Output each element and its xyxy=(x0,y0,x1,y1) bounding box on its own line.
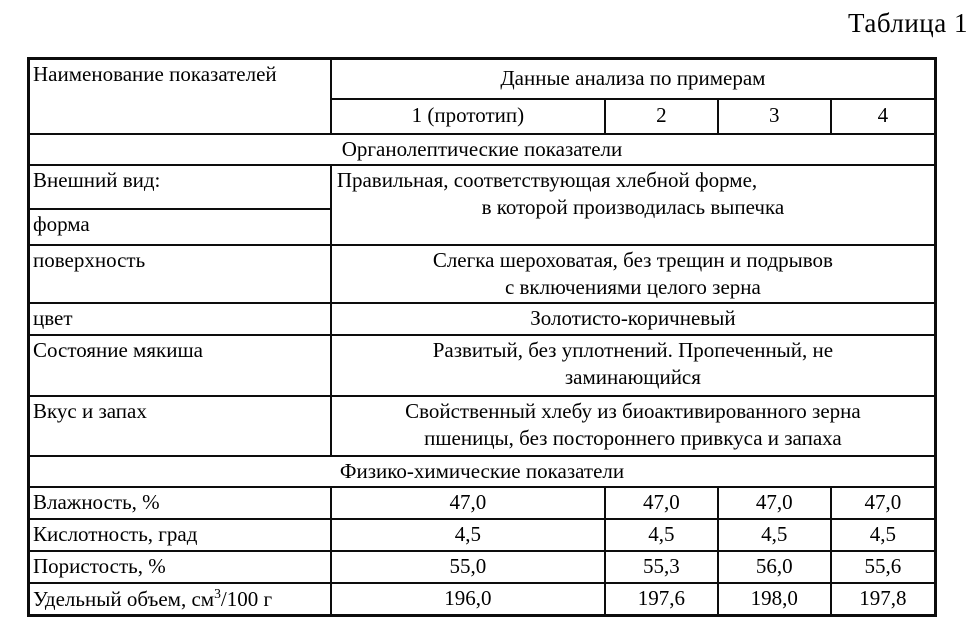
volume-value-3: 198,0 xyxy=(718,583,831,616)
table-caption: Таблица 1 xyxy=(848,8,968,38)
surface-value xyxy=(331,245,936,304)
header-row-1 xyxy=(29,59,936,99)
moisture-label: Влажность, % xyxy=(29,487,331,519)
taste-label: Вкус и запах xyxy=(29,396,331,456)
appearance-value-line-1: Правильная, соответствующая хлебной форме, xyxy=(336,167,758,192)
acidity-value-4: 4,5 xyxy=(831,519,936,551)
porosity-value-1: 55,0 xyxy=(331,551,605,583)
acidity-label: Кислотность, град xyxy=(29,519,331,551)
section-row-physchem xyxy=(29,456,936,487)
analysis-table xyxy=(27,57,937,617)
row-moisture xyxy=(29,487,936,519)
section-physchem-label: Физико-химические показатели xyxy=(29,456,936,487)
surface-value-line-2: с включениями целого зерна xyxy=(504,275,761,300)
surface-value-line-1: Слегка шероховатая, без трещин и подрывов xyxy=(432,247,833,272)
header-name-col: Наименование показателей xyxy=(29,59,331,134)
crumb-value-line-2: заминающийся xyxy=(564,364,701,389)
header-example-4: 4 xyxy=(831,99,936,134)
row-volume xyxy=(29,583,936,616)
header-example-2: 2 xyxy=(605,99,718,134)
color-value-line-1: Золотисто-коричневый xyxy=(530,306,736,331)
moisture-value-2: 47,0 xyxy=(605,487,718,519)
appearance-value-line-2: в которой производилась выпечка xyxy=(481,195,785,220)
volume-label-base: Удельный объем, см xyxy=(33,586,215,611)
taste-value-line-2: пшеницы, без постороннего привкуса и запаха xyxy=(424,425,842,450)
color-label: цвет xyxy=(29,303,331,334)
row-porosity xyxy=(29,551,936,583)
volume-value-2: 197,6 xyxy=(605,583,718,616)
acidity-value-3: 4,5 xyxy=(718,519,831,551)
appearance-value xyxy=(331,165,936,245)
moisture-value-3: 47,0 xyxy=(718,487,831,519)
crumb-value-line-1: Развитый, без уплотнений. Пропеченный, не xyxy=(432,337,834,362)
row-taste xyxy=(29,396,936,456)
porosity-value-3: 56,0 xyxy=(718,551,831,583)
moisture-value-4: 47,0 xyxy=(831,487,936,519)
volume-value-4: 197,8 xyxy=(831,583,936,616)
surface-label: поверхность xyxy=(29,245,331,304)
appearance-label-bottom: форма xyxy=(29,209,331,245)
row-surface xyxy=(29,245,936,304)
porosity-value-2: 55,3 xyxy=(605,551,718,583)
acidity-value-1: 4,5 xyxy=(331,519,605,551)
color-value xyxy=(331,303,936,334)
row-crumb xyxy=(29,335,936,396)
porosity-label: Пористость, % xyxy=(29,551,331,583)
appearance-label-top: Внешний вид: xyxy=(29,165,331,209)
porosity-value-4: 55,6 xyxy=(831,551,936,583)
moisture-value-1: 47,0 xyxy=(331,487,605,519)
taste-value-line-1: Свойственный хлебу из биоактивированного зерна xyxy=(405,398,861,423)
volume-label xyxy=(29,583,331,616)
crumb-value xyxy=(331,335,936,396)
volume-label-sup: 3 xyxy=(214,585,221,601)
header-example-1: 1 (прототип) xyxy=(331,99,605,134)
volume-value-1: 196,0 xyxy=(331,583,605,616)
acidity-value-2: 4,5 xyxy=(605,519,718,551)
section-row-organoleptic xyxy=(29,134,936,165)
row-appearance xyxy=(29,165,936,209)
header-data-group: Данные анализа по примерам xyxy=(331,59,936,99)
taste-value xyxy=(331,396,936,456)
crumb-label: Состояние мякиша xyxy=(29,335,331,396)
section-organoleptic-label: Органолептические показатели xyxy=(29,134,936,165)
row-acidity xyxy=(29,519,936,551)
header-example-3: 3 xyxy=(718,99,831,134)
row-color xyxy=(29,303,936,334)
volume-label-rest: /100 г xyxy=(220,586,273,611)
